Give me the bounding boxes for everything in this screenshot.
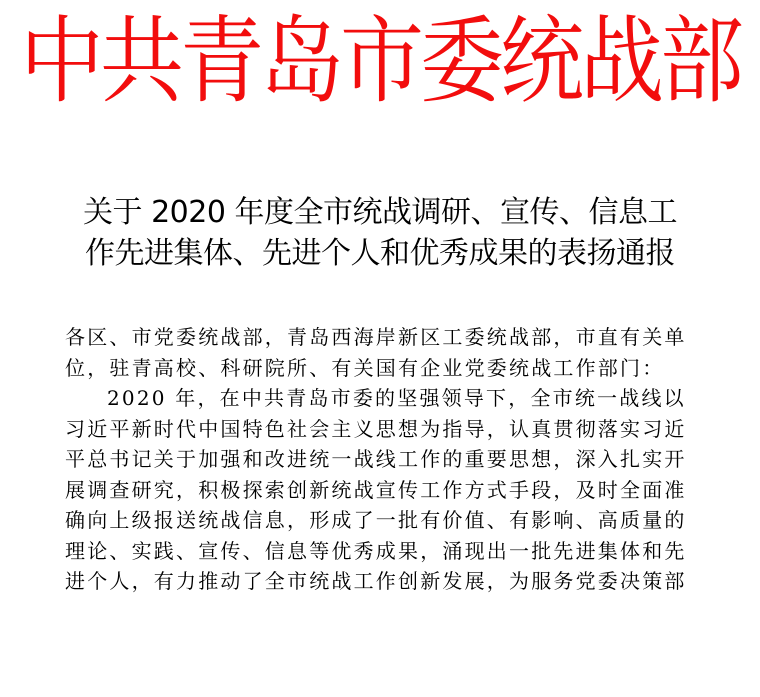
document-title-line: 关于 2020 年度全市统战调研、宣传、信息工 xyxy=(83,195,677,230)
document-body xyxy=(65,322,717,597)
paragraph-line: 习近平新时代中国特色社会主义思想为指导，认真贯彻落实习近 xyxy=(65,416,687,441)
paragraph-line: 理论、实践、宣传、信息等优秀成果，涌现出一批先进集体和先 xyxy=(65,538,687,563)
document-title-line: 作先进集体、先进个人和优秀成果的表扬通报 xyxy=(85,236,675,271)
paragraph-line: 确向上级报送统战信息，形成了一批有价值、有影响、高质量的 xyxy=(65,508,687,532)
salutation-line: 位，驻青高校、科研院所、有关国有企业党委统战工作部门： xyxy=(65,355,665,380)
salutation-line: 各区、市党委统战部，青岛西海岸新区工委统战部，市直有关单 xyxy=(65,325,687,349)
masthead-title: 中共青岛市委统战部 xyxy=(19,6,740,116)
paragraph-line: 进个人，有力推动了全市统战工作创新发展，为服务党委决策部 xyxy=(65,569,687,593)
paragraph-line: 2020 年，在中共青岛市委的坚强领导下，全市统一战线以 xyxy=(107,386,686,410)
document-title xyxy=(20,192,740,274)
paragraph-line: 平总书记关于加强和改进统一战线工作的重要思想，深入扎实开 xyxy=(65,447,687,471)
paragraph-line: 展调查研究，积极探索创新统战宣传工作方式手段，及时全面准 xyxy=(65,477,687,502)
